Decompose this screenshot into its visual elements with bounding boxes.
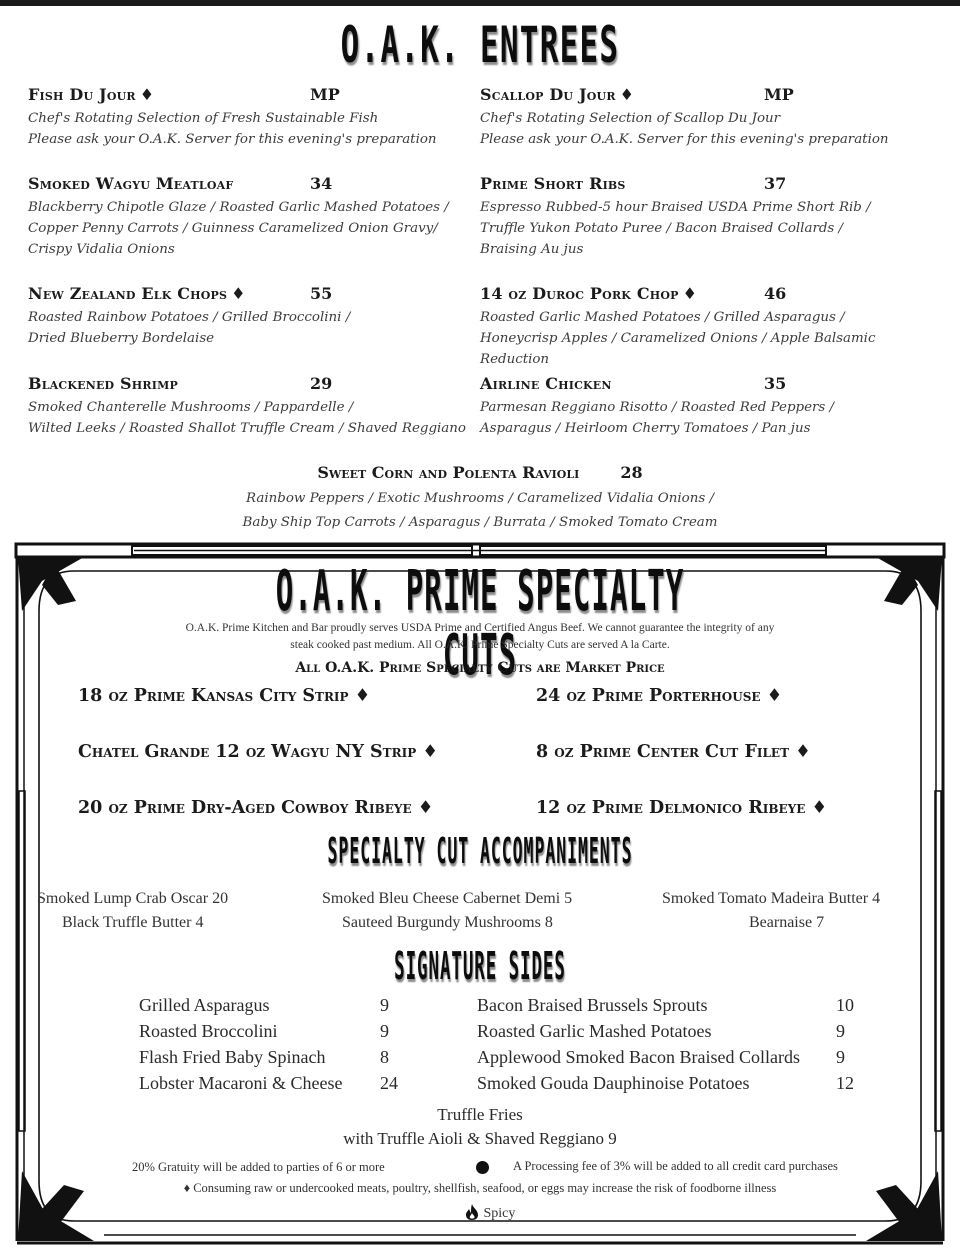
accompaniments-title: SPECIALTY CUT ACCOMPANIMENTS <box>327 831 633 872</box>
entree-name <box>28 174 488 193</box>
entrees-title: O.A.K. ENTREES <box>340 16 620 74</box>
entree-price: 34 <box>310 174 333 193</box>
entree-description-line: Honeycrisp Apples / Caramelized Onions / Apple Balsamic Reduction <box>480 331 876 367</box>
prime-intro-line: O.A.K. Prime Kitchen and Bar proudly serves USDA Prime and Certified Angus Beef. We cannot guarantee the integrity of any <box>185 622 775 634</box>
entree-description-line: Truffle Yukon Potato Puree / Bacon Braised Collards / <box>480 221 844 236</box>
side-price: 9 <box>380 1021 389 1041</box>
processing-fee-note: A Processing fee of 3% will be added to all credit card purchases <box>513 1159 838 1173</box>
cut-name: 24 oz Prime Porterhouse <box>536 686 761 706</box>
side-price: 12 <box>836 1073 854 1093</box>
cut-name: 8 oz Prime Center Cut Filet <box>536 742 789 762</box>
diamond-icon: ♦ <box>766 686 783 706</box>
entree-item <box>480 85 940 150</box>
entree-name-text: Airline Chicken <box>480 374 612 393</box>
cut-name: 12 oz Prime Delmonico Ribeye <box>536 798 806 818</box>
prime-cuts-title: O.A.K. PRIME SPECIALTY CUTS <box>275 559 685 688</box>
side-price: 9 <box>380 995 389 1015</box>
entree-description-line: Please ask your O.A.K. Server for this evening's preparation <box>480 132 889 147</box>
side-name: Grilled Asparagus <box>139 995 270 1015</box>
diamond-icon: ♦ <box>619 85 635 104</box>
entree-item <box>28 174 488 260</box>
cut-item <box>536 686 782 706</box>
diamond-icon: ♦ <box>682 284 698 303</box>
side-name: Lobster Macaroni & Cheese <box>139 1073 343 1093</box>
side-name: Smoked Gouda Dauphinoise Potatoes <box>477 1073 750 1093</box>
truffle-fries-name: Truffle Fries <box>437 1105 523 1124</box>
diamond-icon: ♦ <box>139 85 155 104</box>
side-name: Flash Fried Baby Spinach <box>139 1047 326 1067</box>
entree-description-line: Braising Au jus <box>480 242 584 257</box>
entree-item <box>480 174 940 260</box>
accompaniment-item: Black Truffle Butter 4 <box>62 914 204 931</box>
entree-description-line: Chef's Rotating Selection of Fresh Sustainable Fish <box>28 111 379 126</box>
flame-icon <box>464 1203 480 1221</box>
truffle-fries-item <box>0 1103 960 1151</box>
entree-price: 55 <box>310 284 333 303</box>
accompaniment-item: Bearnaise 7 <box>749 914 825 931</box>
entree-description-line: Blackberry Chipotle Glaze / Roasted Garlic Mashed Potatoes / <box>28 200 449 215</box>
side-price: 8 <box>380 1047 389 1067</box>
cut-item <box>78 742 438 762</box>
prime-intro-line: steak cooked past medium. All O.A.K. Prime Specialty Cuts are served A la Carte. <box>290 639 670 651</box>
entree-name-text: Smoked Wagyu Meatloaf <box>28 174 234 193</box>
accompaniment-item: Smoked Lump Crab Oscar 20 <box>37 890 229 907</box>
entree-description-line: Dried Blueberry Bordelaise <box>28 331 215 346</box>
side-name: Bacon Braised Brussels Sprouts <box>477 995 708 1015</box>
bullet-dot-icon <box>476 1161 489 1174</box>
entree-description-line: Roasted Rainbow Potatoes / Grilled Broccolini / <box>28 310 351 325</box>
entree-description-line: Espresso Rubbed-5 hour Braised USDA Prime Short Rib / <box>480 200 871 215</box>
entree-description <box>28 397 488 439</box>
cut-item <box>78 686 370 706</box>
accompaniment-item: Smoked Bleu Cheese Cabernet Demi 5 <box>322 890 573 907</box>
entree-item <box>28 284 488 349</box>
entree-description-line: Chef's Rotating Selection of Scallop Du Jour <box>480 111 781 126</box>
cut-item <box>78 798 433 818</box>
entree-name <box>480 374 940 393</box>
cut-item <box>536 742 811 762</box>
entree-description-line: Wilted Leeks / Roasted Shallot Truffle Cream / Shaved Reggiano <box>28 421 466 436</box>
entree-item <box>480 284 940 370</box>
entree-description <box>480 397 940 439</box>
entree-name <box>28 374 488 393</box>
entree-price: 35 <box>764 374 787 393</box>
entree-price: 29 <box>310 374 333 393</box>
ravioli-item <box>0 463 960 535</box>
entree-description <box>28 197 488 260</box>
entree-name-text: Blackened Shrimp <box>28 374 178 393</box>
sides-title: SIGNATURE SIDES <box>394 944 566 988</box>
cut-name: Chatel Grande 12 oz Wagyu NY Strip <box>78 742 417 762</box>
ravioli-desc-line: Baby Ship Top Carrots / Asparagus / Burrata / Smoked Tomato Cream <box>242 515 718 530</box>
entree-name-text: Fish Du Jour <box>28 85 136 104</box>
entree-price: MP <box>310 85 340 104</box>
market-price-note: All O.A.K. Prime Specialty Cuts are Market Price <box>295 660 665 676</box>
entree-description <box>28 307 488 349</box>
cut-name: 20 oz Prime Dry-Aged Cowboy Ribeye <box>78 798 412 818</box>
entree-description-line: Smoked Chanterelle Mushrooms / Pappardelle / <box>28 400 354 415</box>
entree-name-text: Prime Short Ribs <box>480 174 626 193</box>
accompaniment-item: Smoked Tomato Madeira Butter 4 <box>662 890 881 907</box>
side-price: 9 <box>836 1021 845 1041</box>
diamond-icon: ♦ <box>354 686 371 706</box>
prime-intro <box>0 620 960 654</box>
ravioli-desc-line: Rainbow Peppers / Exotic Mushrooms / Caramelized Vidalia Onions / <box>246 491 714 506</box>
entree-description-line: Roasted Garlic Mashed Potatoes / Grilled Asparagus / <box>480 310 845 325</box>
cut-item <box>536 798 827 818</box>
entree-name <box>28 284 488 303</box>
side-name: Roasted Broccolini <box>139 1021 278 1041</box>
truffle-fries-desc: with Truffle Aioli & Shaved Reggiano 9 <box>343 1129 617 1148</box>
entree-name <box>480 85 940 104</box>
diamond-icon: ♦ <box>795 742 811 762</box>
diamond-icon: ♦ <box>417 798 434 818</box>
entree-description-line: Asparagus / Heirloom Cherry Tomatoes / Pan jus <box>480 421 811 436</box>
entree-description <box>480 197 940 260</box>
diamond-icon: ♦ <box>811 798 828 818</box>
side-price: 24 <box>380 1073 398 1093</box>
entree-item <box>28 374 488 439</box>
ravioli-price: 28 <box>620 463 643 482</box>
entree-price: 37 <box>764 174 787 193</box>
entree-price: MP <box>764 85 794 104</box>
side-price: 10 <box>836 995 854 1015</box>
entree-name <box>480 284 940 303</box>
cut-name: 18 oz Prime Kansas City Strip <box>78 686 349 706</box>
entree-description-line: Please ask your O.A.K. Server for this evening's preparation <box>28 132 437 147</box>
entree-price: 46 <box>764 284 787 303</box>
ravioli-name: Sweet Corn and Polenta Ravioli <box>317 463 580 482</box>
entree-name <box>28 85 488 104</box>
entree-name <box>480 174 940 193</box>
side-name: Roasted Garlic Mashed Potatoes <box>477 1021 712 1041</box>
side-name: Applewood Smoked Bacon Braised Collards <box>477 1047 800 1067</box>
entree-name-text: New Zealand Elk Chops <box>28 284 228 303</box>
entree-item <box>480 374 940 439</box>
gratuity-note: 20% Gratuity will be added to parties of 6 or more <box>132 1160 385 1174</box>
accompaniment-item: Sauteed Burgundy Mushrooms 8 <box>342 914 553 931</box>
entree-description <box>480 307 940 370</box>
entree-item <box>28 85 488 150</box>
diamond-icon: ♦ <box>231 284 246 303</box>
entree-name-text: 14 oz Duroc Pork Chop <box>480 284 679 303</box>
entree-name-text: Scallop Du Jour <box>480 85 616 104</box>
entree-description <box>480 108 940 150</box>
diamond-icon: ♦ <box>422 742 439 762</box>
raw-food-warning: ♦ Consuming raw or undercooked meats, poultry, shellfish, seafood, or eggs may increase the risk of foodborne illness <box>183 1181 777 1195</box>
spicy-label: Spicy <box>483 1206 516 1221</box>
entree-description <box>28 108 488 150</box>
top-border-bar <box>0 0 960 6</box>
entree-description-line: Copper Penny Carrots / Guinness Caramelized Onion Gravy/ <box>28 221 438 236</box>
side-price: 9 <box>836 1047 845 1067</box>
entree-description-line: Parmesan Reggiano Risotto / Roasted Red Peppers / <box>480 400 835 415</box>
entree-description-line: Crispy Vidalia Onions <box>28 242 175 257</box>
spicy-legend <box>464 1203 515 1222</box>
